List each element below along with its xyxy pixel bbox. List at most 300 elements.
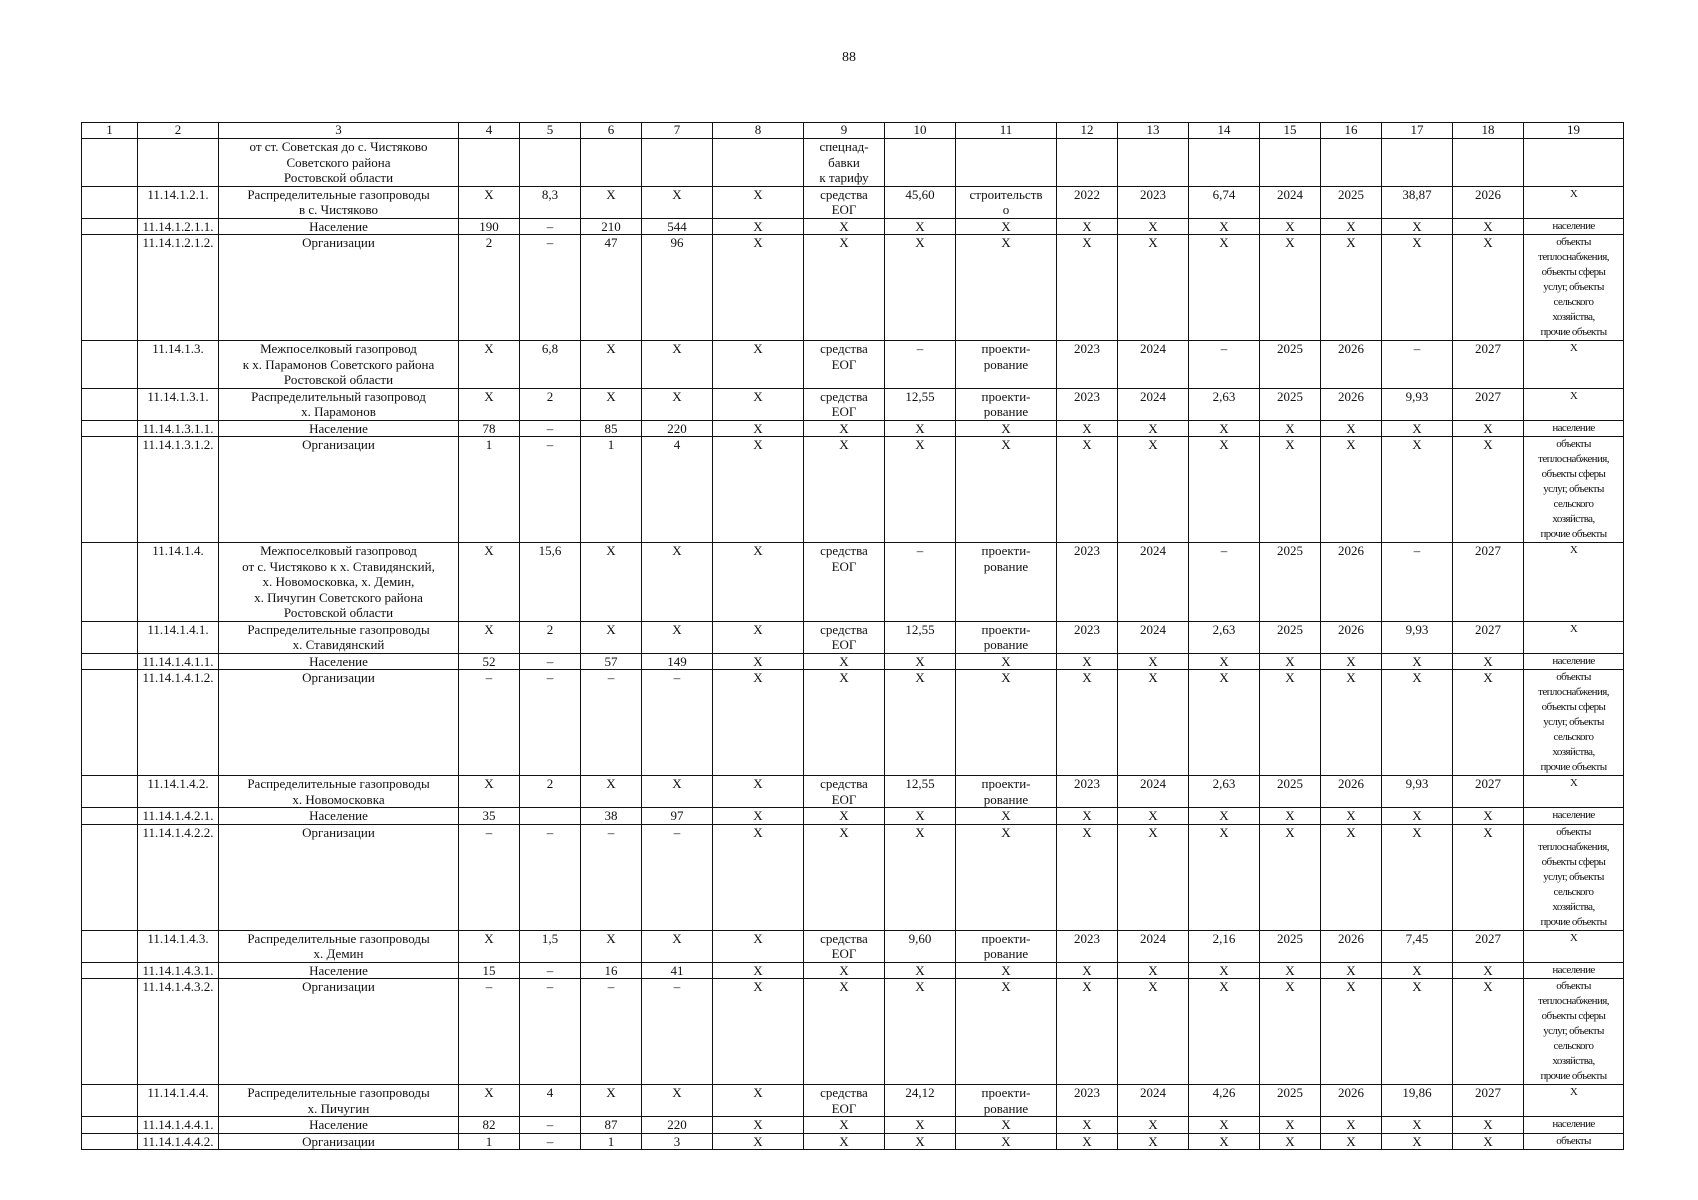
table-cell-col-6: 57 (581, 653, 642, 670)
table-cell-col-16: Х (1321, 824, 1382, 930)
table-cell-col-12: 2023 (1057, 776, 1118, 808)
header-cell-col-2: 2 (138, 123, 219, 139)
table-cell-col-2: 11.14.1.2.1.1. (138, 218, 219, 235)
table-cell-col-7: 544 (642, 218, 713, 235)
table-cell-col-15: Х (1260, 437, 1321, 543)
table-cell-col-5: – (520, 962, 581, 979)
table-cell-col-16: 2026 (1321, 1085, 1382, 1117)
table-cell-col-3: Население (219, 420, 459, 437)
table-cell-col-12: Х (1057, 653, 1118, 670)
table-cell-col-8: Х (713, 420, 804, 437)
table-cell-col-17: Х (1382, 1117, 1453, 1134)
table-cell-col-4: 35 (459, 808, 520, 825)
table-cell-col-4: 15 (459, 962, 520, 979)
table-cell-col-10: Х (885, 670, 956, 776)
table-cell-col-2 (138, 139, 219, 187)
table-row (82, 670, 1624, 776)
table-cell-col-2: 11.14.1.4.1.1. (138, 653, 219, 670)
table-row (82, 776, 1624, 808)
table-cell-col-17: – (1382, 543, 1453, 622)
table-cell-col-7: – (642, 670, 713, 776)
table-cell-col-12 (1057, 139, 1118, 187)
table-cell-col-11: строительств о (956, 186, 1057, 218)
table-row (82, 218, 1624, 235)
table-cell-col-12: Х (1057, 1133, 1118, 1150)
table-cell-col-11: Х (956, 962, 1057, 979)
table-cell-col-5: – (520, 1117, 581, 1134)
table-cell-col-6: Х (581, 776, 642, 808)
table-cell-col-19: население (1524, 1117, 1624, 1134)
table-cell-col-13: 2024 (1118, 341, 1189, 389)
header-cell-col-16: 16 (1321, 123, 1382, 139)
table-cell-col-10: Х (885, 235, 956, 341)
table-cell-col-14: Х (1189, 420, 1260, 437)
table-cell-col-1 (82, 979, 138, 1085)
table-body (82, 139, 1624, 1150)
table-cell-col-19: объекты теплоснабжения, объекты сферы услуг, объекты сельского хозяйства, прочие объекты (1524, 670, 1624, 776)
table-cell-col-1 (82, 1117, 138, 1134)
table-cell-col-3: Межпоселковый газопровод от с. Чистяково к х. Ставидянский, х. Новомосковка, х. Демин, х. Пичугин Советского района Ростовской области (219, 543, 459, 622)
table-cell-col-14: Х (1189, 1117, 1260, 1134)
table-cell-col-16: Х (1321, 1133, 1382, 1150)
table-cell-col-9: Х (804, 670, 885, 776)
table-cell-col-10: Х (885, 437, 956, 543)
table-cell-col-7: Х (642, 186, 713, 218)
table-cell-col-16: 2026 (1321, 388, 1382, 420)
table-cell-col-14: Х (1189, 235, 1260, 341)
table-cell-col-8: Х (713, 670, 804, 776)
table-cell-col-17: Х (1382, 979, 1453, 1085)
header-cell-col-1: 1 (82, 123, 138, 139)
table-cell-col-3: Организации (219, 824, 459, 930)
table-cell-col-17: 19,86 (1382, 1085, 1453, 1117)
header-cell-col-5: 5 (520, 123, 581, 139)
table-cell-col-7: Х (642, 1085, 713, 1117)
table-cell-col-3: Организации (219, 437, 459, 543)
table-cell-col-1 (82, 1133, 138, 1150)
table-cell-col-11: Х (956, 670, 1057, 776)
table-cell-col-1 (82, 186, 138, 218)
table-cell-col-16: Х (1321, 979, 1382, 1085)
table-cell-col-17: 9,93 (1382, 621, 1453, 653)
table-cell-col-4: 1 (459, 437, 520, 543)
table-row (82, 653, 1624, 670)
table-cell-col-19 (1524, 139, 1624, 187)
table-cell-col-15: Х (1260, 808, 1321, 825)
table-cell-col-5: 2 (520, 388, 581, 420)
table-cell-col-4: Х (459, 1085, 520, 1117)
table-cell-col-10: – (885, 341, 956, 389)
table-cell-col-10: Х (885, 808, 956, 825)
table-cell-col-9: Х (804, 962, 885, 979)
table-cell-col-15: Х (1260, 1133, 1321, 1150)
table-cell-col-18: 2027 (1453, 1085, 1524, 1117)
table-cell-col-3: Распределительные газопроводы х. Пичугин (219, 1085, 459, 1117)
table-cell-col-3: Распределительные газопроводы х. Демин (219, 930, 459, 962)
table-cell-col-5 (520, 808, 581, 825)
table-row (82, 235, 1624, 341)
table-cell-col-15: 2025 (1260, 388, 1321, 420)
table-cell-col-3: Организации (219, 979, 459, 1085)
table-cell-col-8 (713, 139, 804, 187)
table-cell-col-8: Х (713, 962, 804, 979)
table-cell-col-4: Х (459, 341, 520, 389)
table-cell-col-5 (520, 139, 581, 187)
table-cell-col-4: Х (459, 543, 520, 622)
table-cell-col-13: Х (1118, 235, 1189, 341)
table-cell-col-17: 7,45 (1382, 930, 1453, 962)
table-cell-col-3: Межпоселковый газопровод к х. Парамонов Советского района Ростовской области (219, 341, 459, 389)
table-cell-col-13: Х (1118, 218, 1189, 235)
table-cell-col-12: Х (1057, 235, 1118, 341)
table-cell-col-13: Х (1118, 962, 1189, 979)
table-cell-col-17: Х (1382, 670, 1453, 776)
table-cell-col-10: Х (885, 218, 956, 235)
table-cell-col-11: Х (956, 1133, 1057, 1150)
table-cell-col-8: Х (713, 1085, 804, 1117)
table-cell-col-2: 11.14.1.4.3.1. (138, 962, 219, 979)
table-cell-col-11 (956, 139, 1057, 187)
table-cell-col-7: – (642, 979, 713, 1085)
table-cell-col-5: – (520, 420, 581, 437)
table-cell-col-9: Х (804, 437, 885, 543)
table-cell-col-12: Х (1057, 670, 1118, 776)
table-cell-col-14: Х (1189, 653, 1260, 670)
table-cell-col-2: 11.14.1.4.3. (138, 930, 219, 962)
table-row (82, 808, 1624, 825)
table-cell-col-6: 47 (581, 235, 642, 341)
table-cell-col-7: 220 (642, 1117, 713, 1134)
table-cell-col-12: 2023 (1057, 621, 1118, 653)
table-cell-col-19: население (1524, 420, 1624, 437)
table-cell-col-4: – (459, 670, 520, 776)
table-cell-col-14: 2,16 (1189, 930, 1260, 962)
table-cell-col-13: 2024 (1118, 1085, 1189, 1117)
table-cell-col-7: 41 (642, 962, 713, 979)
table-cell-col-4: Х (459, 930, 520, 962)
table-cell-col-19: население (1524, 653, 1624, 670)
table-cell-col-17: Х (1382, 235, 1453, 341)
table-cell-col-9: Х (804, 420, 885, 437)
table-cell-col-16: Х (1321, 962, 1382, 979)
table-cell-col-3: Распределительный газопровод х. Парамонов (219, 388, 459, 420)
table-cell-col-16: Х (1321, 808, 1382, 825)
table-cell-col-16: Х (1321, 218, 1382, 235)
table-cell-col-1 (82, 670, 138, 776)
table-cell-col-1 (82, 824, 138, 930)
table-cell-col-19: Х (1524, 341, 1624, 389)
table-cell-col-2: 11.14.1.4.4.1. (138, 1117, 219, 1134)
table-cell-col-8: Х (713, 437, 804, 543)
table-cell-col-18: Х (1453, 962, 1524, 979)
table-cell-col-18: Х (1453, 235, 1524, 341)
table-cell-col-15: 2025 (1260, 341, 1321, 389)
table-cell-col-6: 210 (581, 218, 642, 235)
table-cell-col-13 (1118, 139, 1189, 187)
table-cell-col-15: Х (1260, 824, 1321, 930)
table-cell-col-6: – (581, 670, 642, 776)
table-cell-col-18: Х (1453, 979, 1524, 1085)
table-cell-col-11: проекти- рование (956, 341, 1057, 389)
table-cell-col-13: Х (1118, 824, 1189, 930)
table-cell-col-3: Население (219, 218, 459, 235)
table-cell-col-7: Х (642, 621, 713, 653)
table-cell-col-1 (82, 139, 138, 187)
table-cell-col-2: 11.14.1.3.1. (138, 388, 219, 420)
table-cell-col-3: Население (219, 962, 459, 979)
table-cell-col-14: 2,63 (1189, 388, 1260, 420)
header-cell-col-17: 17 (1382, 123, 1453, 139)
table-cell-col-7: Х (642, 776, 713, 808)
table-cell-col-19: Х (1524, 388, 1624, 420)
table-cell-col-2: 11.14.1.4.2.1. (138, 808, 219, 825)
table-cell-col-6: 1 (581, 437, 642, 543)
table-cell-col-18: 2027 (1453, 543, 1524, 622)
table-cell-col-5: – (520, 979, 581, 1085)
table-cell-col-3: от ст. Советская до с. Чистяково Советского района Ростовской области (219, 139, 459, 187)
table-cell-col-9: Х (804, 824, 885, 930)
table-cell-col-10: – (885, 543, 956, 622)
table-cell-col-19: объекты теплоснабжения, объекты сферы услуг, объекты сельского хозяйства, прочие объекты (1524, 979, 1624, 1085)
table-cell-col-16: Х (1321, 235, 1382, 341)
table-row (82, 621, 1624, 653)
table-cell-col-19: Х (1524, 186, 1624, 218)
table-cell-col-12: Х (1057, 962, 1118, 979)
table-cell-col-8: Х (713, 653, 804, 670)
table-cell-col-10: 45,60 (885, 186, 956, 218)
table-cell-col-16 (1321, 139, 1382, 187)
table-cell-col-17: Х (1382, 808, 1453, 825)
table-cell-col-15: 2025 (1260, 930, 1321, 962)
table-cell-col-13: Х (1118, 808, 1189, 825)
table-row (82, 962, 1624, 979)
table-cell-col-9: средства ЕОГ (804, 543, 885, 622)
table-cell-col-10: Х (885, 1133, 956, 1150)
table-cell-col-19: Х (1524, 543, 1624, 622)
table-cell-col-6: Х (581, 1085, 642, 1117)
table-cell-col-6 (581, 139, 642, 187)
table-cell-col-2: 11.14.1.4.2. (138, 776, 219, 808)
table-cell-col-12: Х (1057, 808, 1118, 825)
table-cell-col-19: население (1524, 218, 1624, 235)
table-cell-col-17: Х (1382, 962, 1453, 979)
table-cell-col-4: Х (459, 621, 520, 653)
table-cell-col-4: 190 (459, 218, 520, 235)
table-cell-col-18: Х (1453, 808, 1524, 825)
table-cell-col-14 (1189, 139, 1260, 187)
header-cell-col-8: 8 (713, 123, 804, 139)
table-header (82, 123, 1624, 139)
table-cell-col-5: – (520, 235, 581, 341)
table-row (82, 1117, 1624, 1134)
header-cell-col-14: 14 (1189, 123, 1260, 139)
table-cell-col-18: 2027 (1453, 776, 1524, 808)
table-cell-col-2: 11.14.1.4.4. (138, 1085, 219, 1117)
table-cell-col-4: Х (459, 388, 520, 420)
table-cell-col-7: – (642, 824, 713, 930)
table-cell-col-10: Х (885, 1117, 956, 1134)
table-cell-col-9: средства ЕОГ (804, 1085, 885, 1117)
table-cell-col-19: объекты теплоснабжения, объекты сферы услуг, объекты сельского хозяйства, прочие объекты (1524, 235, 1624, 341)
table-cell-col-15: Х (1260, 653, 1321, 670)
table-cell-col-18: 2027 (1453, 388, 1524, 420)
table-cell-col-6: Х (581, 930, 642, 962)
header-cell-col-6: 6 (581, 123, 642, 139)
table-cell-col-16: 2025 (1321, 186, 1382, 218)
table-cell-col-7: Х (642, 543, 713, 622)
table-cell-col-10: Х (885, 979, 956, 1085)
table-cell-col-1 (82, 653, 138, 670)
table-cell-col-14: – (1189, 341, 1260, 389)
table-cell-col-1 (82, 776, 138, 808)
header-cell-col-19: 19 (1524, 123, 1624, 139)
table-cell-col-2: 11.14.1.3.1.2. (138, 437, 219, 543)
table-cell-col-15: 2025 (1260, 621, 1321, 653)
table-cell-col-11: Х (956, 235, 1057, 341)
table-cell-col-8: Х (713, 1133, 804, 1150)
table-cell-col-8: Х (713, 979, 804, 1085)
header-cell-col-4: 4 (459, 123, 520, 139)
table-cell-col-12: Х (1057, 1117, 1118, 1134)
table-cell-col-17: – (1382, 341, 1453, 389)
table-row (82, 1133, 1624, 1150)
table-cell-col-14: Х (1189, 808, 1260, 825)
table-cell-col-12: Х (1057, 420, 1118, 437)
table-cell-col-18: 2027 (1453, 341, 1524, 389)
table-cell-col-1 (82, 388, 138, 420)
table-row (82, 437, 1624, 543)
table-cell-col-11: Х (956, 808, 1057, 825)
table-cell-col-5: 8,3 (520, 186, 581, 218)
table-cell-col-6: Х (581, 341, 642, 389)
table-cell-col-19: население (1524, 962, 1624, 979)
table-cell-col-12: 2023 (1057, 341, 1118, 389)
table-cell-col-3: Распределительные газопроводы в с. Чистяково (219, 186, 459, 218)
table-cell-col-14: Х (1189, 437, 1260, 543)
table-cell-col-11: Х (956, 653, 1057, 670)
table-cell-col-19: население (1524, 808, 1624, 825)
table-cell-col-9: средства ЕОГ (804, 388, 885, 420)
table-cell-col-3: Распределительные газопроводы х. Ставидянский (219, 621, 459, 653)
table-cell-col-11: проекти- рование (956, 776, 1057, 808)
table-cell-col-13: Х (1118, 653, 1189, 670)
table-cell-col-10: Х (885, 824, 956, 930)
table-cell-col-5: 1,5 (520, 930, 581, 962)
table-row (82, 139, 1624, 187)
table-cell-col-6: 16 (581, 962, 642, 979)
table-cell-col-14: – (1189, 543, 1260, 622)
table-cell-col-14: Х (1189, 962, 1260, 979)
table-cell-col-15: Х (1260, 670, 1321, 776)
table-cell-col-19: Х (1524, 776, 1624, 808)
table-cell-col-6: – (581, 979, 642, 1085)
table-cell-col-8: Х (713, 621, 804, 653)
table-cell-col-17: Х (1382, 824, 1453, 930)
page-number: 88 (842, 50, 856, 65)
table-cell-col-14: 2,63 (1189, 776, 1260, 808)
table-cell-col-6: Х (581, 388, 642, 420)
table-cell-col-16: 2026 (1321, 341, 1382, 389)
table-cell-col-4: 2 (459, 235, 520, 341)
table-cell-col-3: Организации (219, 235, 459, 341)
table-cell-col-4: Х (459, 776, 520, 808)
table-cell-col-5: – (520, 670, 581, 776)
table-cell-col-16: Х (1321, 437, 1382, 543)
table-cell-col-7: 96 (642, 235, 713, 341)
table-row (82, 1085, 1624, 1117)
table-cell-col-12: 2022 (1057, 186, 1118, 218)
table-cell-col-4: 78 (459, 420, 520, 437)
table-cell-col-10: 24,12 (885, 1085, 956, 1117)
table-cell-col-11: проекти- рование (956, 930, 1057, 962)
table-cell-col-1 (82, 235, 138, 341)
table-cell-col-19: Х (1524, 621, 1624, 653)
table-cell-col-11: Х (956, 218, 1057, 235)
table-cell-col-19: объекты (1524, 1133, 1624, 1150)
header-cell-col-13: 13 (1118, 123, 1189, 139)
table-cell-col-7: Х (642, 388, 713, 420)
table-cell-col-8: Х (713, 543, 804, 622)
table-row (82, 186, 1624, 218)
table-cell-col-11: проекти- рование (956, 543, 1057, 622)
table-cell-col-18: Х (1453, 1117, 1524, 1134)
table-cell-col-14: Х (1189, 670, 1260, 776)
table-cell-col-2: 11.14.1.4.3.2. (138, 979, 219, 1085)
table-cell-col-4: 52 (459, 653, 520, 670)
table-cell-col-17: 9,93 (1382, 388, 1453, 420)
table-cell-col-14: 4,26 (1189, 1085, 1260, 1117)
table-cell-col-1 (82, 930, 138, 962)
header-cell-col-10: 10 (885, 123, 956, 139)
table-cell-col-5: 4 (520, 1085, 581, 1117)
table-cell-col-9: средства ЕОГ (804, 621, 885, 653)
table-cell-col-12: 2023 (1057, 930, 1118, 962)
table-cell-col-8: Х (713, 235, 804, 341)
table-cell-col-8: Х (713, 388, 804, 420)
table-cell-col-16: 2026 (1321, 930, 1382, 962)
table-cell-col-5: – (520, 824, 581, 930)
table-cell-col-9: средства ЕОГ (804, 186, 885, 218)
table-cell-col-16: 2026 (1321, 543, 1382, 622)
table-cell-col-7 (642, 139, 713, 187)
table-cell-col-18 (1453, 139, 1524, 187)
table-cell-col-6: Х (581, 621, 642, 653)
table-cell-col-1 (82, 218, 138, 235)
table-cell-col-1 (82, 1085, 138, 1117)
investment-program-table (81, 122, 1624, 1150)
table-cell-col-7: 3 (642, 1133, 713, 1150)
table-cell-col-13: 2024 (1118, 388, 1189, 420)
table-cell-col-7: 220 (642, 420, 713, 437)
table-cell-col-12: 2023 (1057, 543, 1118, 622)
table-cell-col-10: 12,55 (885, 621, 956, 653)
table-cell-col-6: 38 (581, 808, 642, 825)
table-cell-col-4 (459, 139, 520, 187)
table-cell-col-2: 11.14.1.4.1. (138, 621, 219, 653)
table-cell-col-9: Х (804, 653, 885, 670)
table-cell-col-8: Х (713, 186, 804, 218)
table-cell-col-17 (1382, 139, 1453, 187)
table-cell-col-17: Х (1382, 218, 1453, 235)
table-cell-col-16: Х (1321, 653, 1382, 670)
table-cell-col-5: – (520, 437, 581, 543)
table-cell-col-9: Х (804, 235, 885, 341)
table-row (82, 341, 1624, 389)
table-cell-col-4: 82 (459, 1117, 520, 1134)
header-cell-col-11: 11 (956, 123, 1057, 139)
table-cell-col-8: Х (713, 808, 804, 825)
table-cell-col-9: Х (804, 1117, 885, 1134)
